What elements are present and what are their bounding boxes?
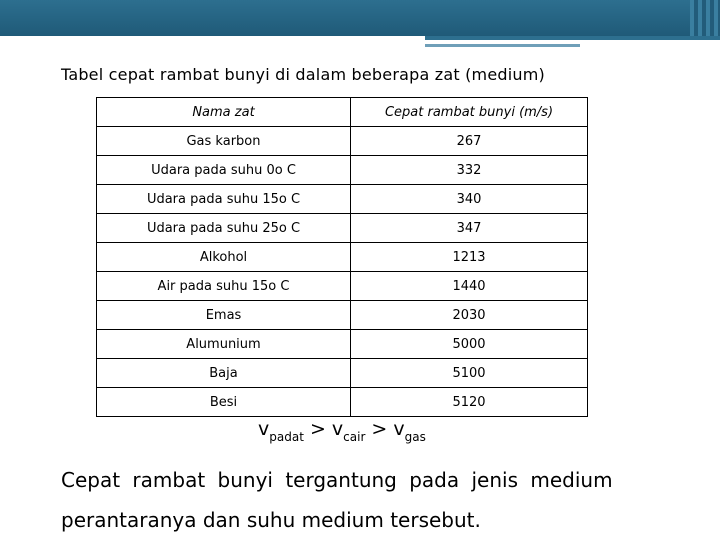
table-row	[97, 388, 588, 417]
column-header-speed: Cepat rambat bunyi (m/s)	[351, 98, 588, 127]
table-header-row	[97, 98, 588, 127]
speed-cell: 2030	[351, 301, 588, 330]
table-row	[97, 127, 588, 156]
substance-cell: Udara pada suhu 0o C	[97, 156, 351, 185]
conclusion-text-line2: perantaranya dan suhu medium tersebut.	[61, 508, 481, 532]
speed-cell: 332	[351, 156, 588, 185]
greater-than-sign: >	[365, 418, 394, 440]
substance-cell: Alkohol	[97, 243, 351, 272]
table-row	[97, 243, 588, 272]
substance-cell: Gas karbon	[97, 127, 351, 156]
table-row	[97, 359, 588, 388]
column-header-substance: Nama zat	[97, 98, 351, 127]
subscript-solid: padat	[269, 430, 304, 444]
table-row	[97, 330, 588, 359]
substance-cell: Besi	[97, 388, 351, 417]
velocity-symbol: v	[331, 418, 344, 440]
sound-speed-table	[96, 97, 588, 417]
substance-cell: Air pada suhu 15o C	[97, 272, 351, 301]
table-row	[97, 272, 588, 301]
speed-cell: 1213	[351, 243, 588, 272]
substance-cell: Udara pada suhu 15o C	[97, 185, 351, 214]
table-row	[97, 156, 588, 185]
slide-header-bar	[0, 0, 720, 36]
subscript-gas: gas	[404, 430, 426, 444]
header-stripe-decoration	[690, 0, 720, 36]
page-title: Tabel cepat rambat bunyi di dalam beberapa zat (medium)	[61, 65, 545, 84]
table-row	[97, 301, 588, 330]
table-row	[97, 185, 588, 214]
speed-cell: 347	[351, 214, 588, 243]
header-accent-line	[425, 36, 720, 40]
speed-cell: 1440	[351, 272, 588, 301]
speed-cell: 340	[351, 185, 588, 214]
substance-cell: Emas	[97, 301, 351, 330]
subscript-liquid: cair	[343, 430, 366, 444]
substance-cell: Alumunium	[97, 330, 351, 359]
speed-cell: 267	[351, 127, 588, 156]
conclusion-text-line1: Cepat rambat bunyi tergantung pada jenis medium	[61, 468, 613, 492]
velocity-symbol: v	[258, 418, 270, 440]
speed-cell: 5100	[351, 359, 588, 388]
velocity-symbol: v	[393, 418, 405, 440]
speed-cell: 5120	[351, 388, 588, 417]
speed-cell: 5000	[351, 330, 588, 359]
header-accent-line-secondary	[425, 44, 580, 47]
table-row	[97, 214, 588, 243]
substance-cell: Baja	[97, 359, 351, 388]
speed-comparison-formula	[258, 418, 426, 444]
substance-cell: Udara pada suhu 25o C	[97, 214, 351, 243]
greater-than-sign: >	[303, 418, 332, 440]
